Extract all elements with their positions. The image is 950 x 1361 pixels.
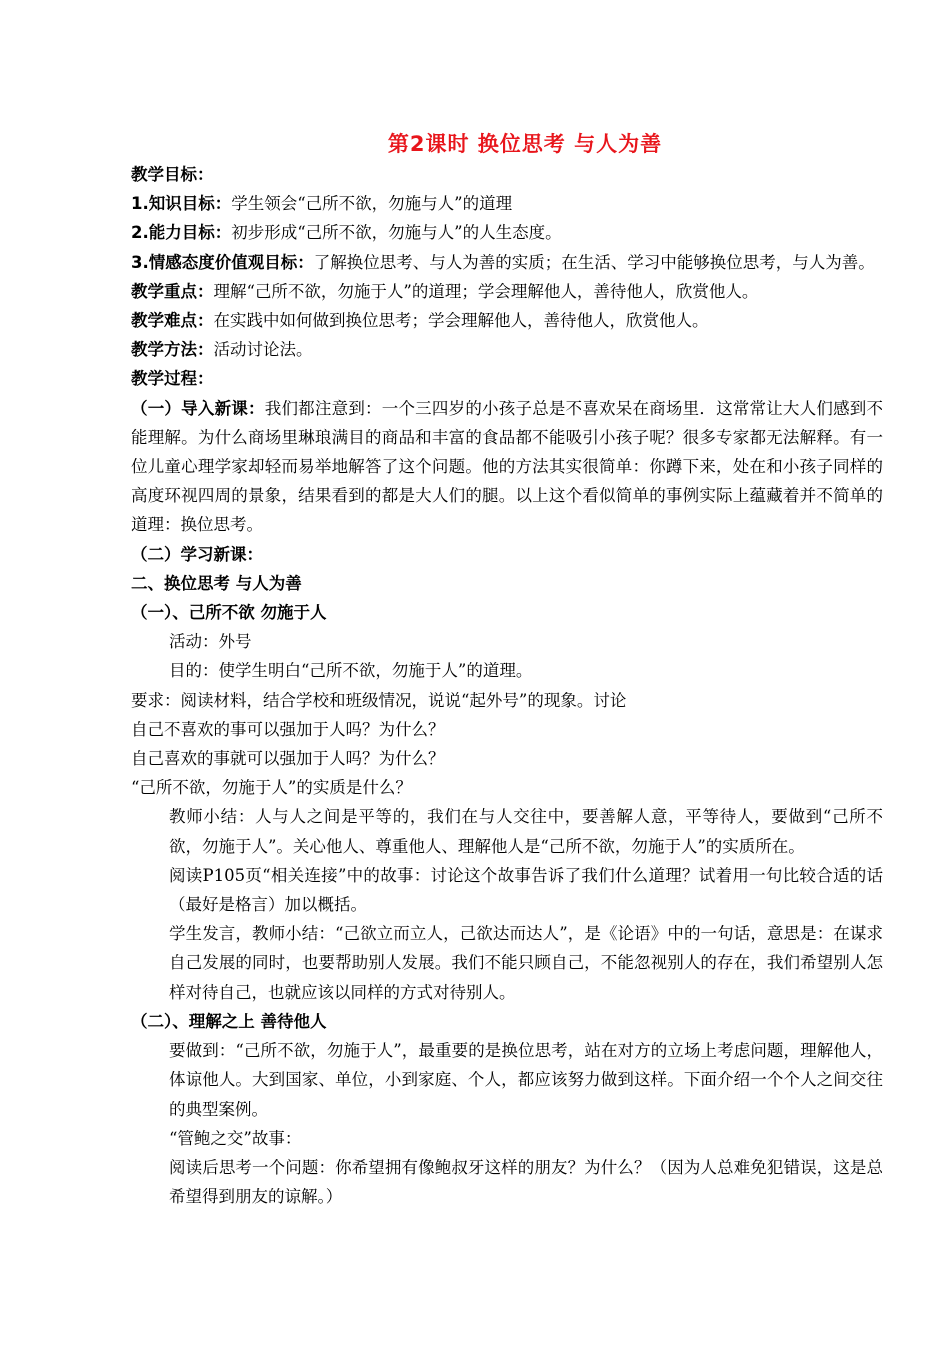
difficulty-label: 教学难点： [131, 311, 214, 331]
objective-ability [131, 218, 883, 247]
requirement-line: 要求：阅读材料，结合学校和班级情况，说说“起外号”的现象。讨论 [131, 690, 627, 710]
key-point-label: 教学重点： [131, 281, 214, 301]
reading-p105: 阅读P105页“相关连接”中的故事：讨论这个故事告诉了我们什么道理？试着用一句比较合适的话（最好是格言）加以概括。 [169, 865, 883, 915]
objective-values-label: 3.情感态度价值观目标： [131, 252, 314, 272]
reflection-question: 阅读后思考一个问题：你希望拥有像鲍叔牙这样的朋友？为什么？（因为人总难免犯错误，这是总希望得到朋友的谅解。） [169, 1157, 883, 1207]
activity-line: 活动：外号 [169, 632, 252, 652]
purpose-line: 目的：使学生明白“己所不欲，勿施于人”的道理。 [169, 661, 533, 681]
intro-paragraph [131, 394, 883, 540]
teaching-method-label: 教学方法： [131, 340, 214, 360]
objective-knowledge-label: 1.知识目标： [131, 194, 232, 214]
teacher-summary-2: 学生发言，教师小结：“己欲立而立人，己欲达而达人”，是《论语》中的一句话，意思是：在谋求自己发展的同时，也要帮助别人发展。我们不能只顾自己，不能忽视别人的存在，我们希望别人怎样对待自己，也就应该以同样的方式对待别人。 [169, 924, 883, 1002]
objective-knowledge [131, 189, 883, 218]
objectives-heading: 教学目标： [131, 165, 214, 184]
teaching-method-text: 活动讨论法。 [213, 340, 313, 360]
difficulty [131, 306, 883, 335]
subsection-two-heading: （二）、理解之上 善待他人 [131, 1011, 327, 1031]
objective-values [131, 248, 883, 277]
question-3: “己所不欲，勿施于人”的实质是什么？ [131, 778, 412, 798]
question-1: 自己不喜欢的事可以强加于人吗？为什么？ [131, 719, 445, 739]
question-2: 自己喜欢的事就可以强加于人吗？为什么？ [131, 749, 445, 769]
objective-values-text: 了解换位思考、与人为善的实质；在生活、学习中能够换位思考，与人为善。 [313, 252, 875, 272]
process-heading: 教学过程： [131, 369, 214, 389]
intro-label: （一）导入新课： [131, 398, 265, 418]
key-paragraph: 要做到：“己所不欲，勿施于人”，最重要的是换位思考，站在对方的立场上考虑问题，理解他人，体谅他人。大到国家、单位，小到家庭、个人，都应该努力做到这样。下面介绍一个个人之间交往的典型案例。 [169, 1041, 883, 1119]
objective-knowledge-text: 学生领会“己所不欲，勿施与人”的道理 [231, 194, 513, 214]
teaching-method [131, 335, 883, 364]
key-point-text: 理解“己所不欲，勿施于人”的道理；学会理解他人，善待他人，欣赏他人。 [213, 281, 759, 301]
new-lesson-heading: （二）学习新课： [131, 544, 263, 564]
teacher-summary-1: 教师小结：人与人之间是平等的，我们在与人交往中，要善解人意，平等待人，要做到“己所不欲，勿施于人”。关心他人、尊重他人、理解他人是“己所不欲，勿施于人”的实质所在。 [169, 807, 883, 856]
document-body [131, 160, 883, 1211]
subsection-one-heading: （一）、己所不欲 勿施于人 [131, 603, 327, 623]
objective-ability-label: 2.能力目标： [131, 223, 232, 243]
lesson-title: 第2课时 换位思考 与人为善 [387, 132, 663, 156]
intro-text: 我们都注意到：一个三四岁的小孩子总是不喜欢呆在商场里．这常常让大人们感到不能理解。为什么商场里琳琅满目的商品和丰富的食品都不能吸引小孩子呢？很多专家都无法解释。有一位儿童心理学家却轻而易举地解答了这个问题。他的方法其实很简单：你蹲下来，处在和小孩子同样的高度环视四周的景象，结果看到的都是大人们的腿。以上这个看似简单的事例实际上蕴藏着并不简单的道理：换位思考。 [131, 398, 884, 535]
difficulty-text: 在实践中如何做到换位思考；学会理解他人，善待他人，欣赏他人。 [213, 311, 709, 331]
objective-ability-text: 初步形成“己所不欲，勿施与人”的人生态度。 [231, 223, 562, 243]
key-point [131, 277, 883, 306]
section-two-heading: 二、换位思考 与人为善 [131, 573, 302, 593]
story-title: “管鲍之交”故事： [169, 1128, 302, 1148]
